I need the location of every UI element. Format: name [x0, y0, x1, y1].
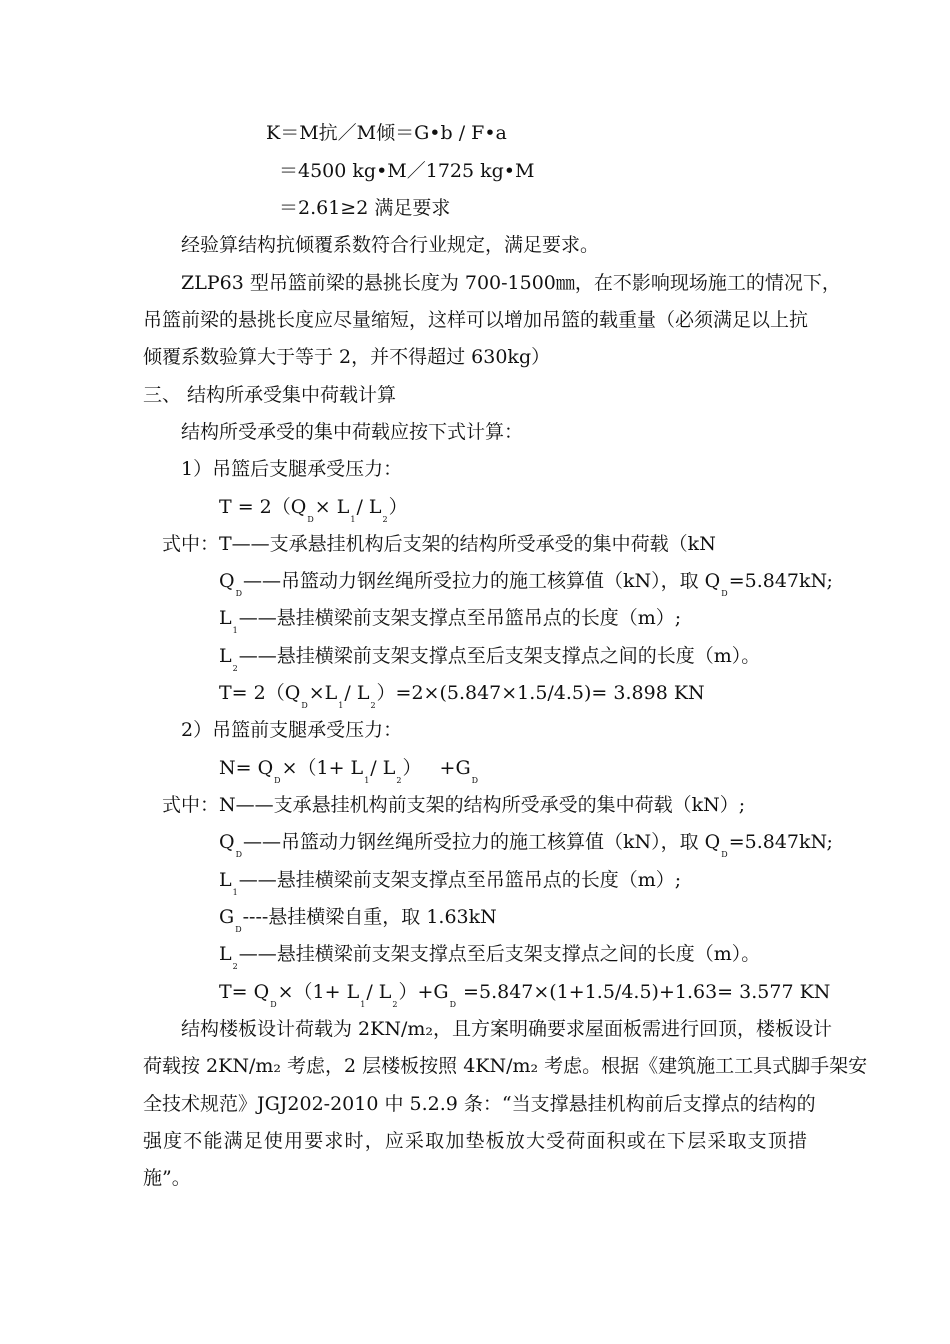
l1-definition-2 [219, 868, 681, 896]
paragraph-2-line-4: 强度不能满足使用要求时，应采取加垫板放大受荷面积或在下层采取支顶措 [143, 1130, 807, 1152]
subscript: 1 [338, 701, 344, 710]
paragraph-1-line-3: 倾覆系数验算大于等于 2，并不得超过 630kg） [143, 346, 551, 368]
formula-part: T= Q [219, 981, 270, 1003]
paragraph-2-line-5: 施”。 [143, 1167, 191, 1189]
formula-part: × L [314, 496, 350, 518]
formula-part: / L [370, 757, 396, 779]
formula-part: / L [366, 981, 392, 1003]
paragraph-2-line-1: 结构楼板设计荷载为 2KN/m₂，且方案明确要求屋面板需进行回顶，楼板设计 [181, 1018, 832, 1040]
subscript: 2 [382, 515, 388, 524]
formula-part: ——悬挂横梁前支架支撑点至后支架支撑点之间的长度（m）。 [238, 943, 761, 965]
formula-part: Q [219, 570, 235, 592]
paragraph-2-line-2: 荷载按 2KN/m₂ 考虑，2 层楼板按照 4KN/m₂ 考虑。根据《建筑施工工具式脚手架安 [143, 1055, 868, 1077]
formula-part: =5.847kN; [728, 570, 833, 592]
formula-part: L [219, 943, 232, 965]
formula-part: =5.847×(1+1.5/4.5)+1.63= 3.577 KN [457, 981, 831, 1003]
where-t-line: 式中：T——支承悬挂机构后支架的结构所受承受的集中荷载（kN [162, 533, 716, 555]
subscript: D [301, 701, 308, 710]
subscript: 2 [392, 1000, 398, 1009]
formula-part: G [219, 906, 235, 928]
subscript: D [235, 589, 242, 598]
intro-line: 结构所受承受的集中荷载应按下式计算： [181, 421, 524, 443]
formula-part: ×（1+ L [281, 757, 364, 779]
n-formula-line [219, 756, 479, 784]
subscript: 1 [232, 888, 238, 897]
paragraph-1-line-2: 吊篮前梁的悬挑长度应尽量缩短，这样可以增加吊篮的载重量（必须满足以上抗 [143, 309, 809, 331]
subscript: D [307, 515, 314, 524]
formula-part: T= 2（Q [219, 682, 301, 704]
subscript: 1 [232, 626, 238, 635]
subscript: 2 [370, 701, 376, 710]
formula-part: N= Q [219, 757, 274, 779]
subscript: 1 [364, 776, 370, 785]
l1-definition-1 [219, 606, 681, 634]
formula-part: ） [388, 496, 408, 518]
conclusion-line: 经验算结构抗倾覆系数符合行业规定，满足要求。 [181, 234, 600, 256]
formula-part: L [219, 645, 232, 667]
l2-definition-2 [219, 942, 760, 970]
formula-part: ）=2×(5.847×1.5/4.5)= 3.898 KN [376, 682, 705, 704]
k-value-line-2: ＝2.61≥2 满足要求 [279, 197, 451, 219]
subscript: 2 [396, 776, 402, 785]
formula-part: ——悬挂横梁前支架支撑点至后支架支撑点之间的长度（m）。 [238, 645, 761, 667]
subscript: 1 [360, 1000, 366, 1009]
formula-part: / L [356, 496, 382, 518]
formula-part: Q [219, 831, 235, 853]
formula-part: ——悬挂横梁前支架支撑点至吊篮吊点的长度（m）; [238, 869, 682, 891]
formula-part: ×（1+ L [277, 981, 360, 1003]
formula-part: L [219, 869, 232, 891]
formula-part: ）+G [398, 981, 449, 1003]
subscript: D [235, 850, 242, 859]
formula-part: =5.847kN; [728, 831, 833, 853]
t-calculation-line [219, 681, 705, 709]
l2-definition-1 [219, 644, 760, 672]
formula-part: T = 2（Q [219, 496, 307, 518]
formula-part: ——悬挂横梁前支架支撑点至吊篮吊点的长度（m）; [238, 607, 682, 629]
qd-definition-1 [219, 569, 833, 597]
formula-part: L [219, 607, 232, 629]
paragraph-2-line-3: 全技术规范》JGJ202-2010 中 5.2.9 条：“当支撑悬挂机构前后支撑点的结构的 [143, 1093, 816, 1115]
subscript: 2 [232, 962, 238, 971]
subscript: D [721, 589, 728, 598]
subscript: 1 [350, 515, 356, 524]
section-3-heading: 三、 结构所承受集中荷载计算 [143, 384, 397, 406]
subscript: 2 [232, 664, 238, 673]
formula-part: ----悬挂横梁自重，取 1.63kN [242, 906, 497, 928]
formula-part: ×L [308, 682, 338, 704]
n-calculation-line [219, 980, 830, 1008]
qd-definition-2 [219, 830, 833, 858]
formula-part: ） +G [402, 757, 471, 779]
subscript: D [449, 1000, 457, 1009]
formula-part: / L [344, 682, 370, 704]
k-value-line-1: ＝4500 kg•M／1725 kg•M [279, 160, 535, 182]
item-1-title: 1）吊篮后支腿承受压力： [181, 458, 403, 480]
k-formula-line: K＝M抗／M倾＝G•b / F•a [266, 122, 507, 144]
formula-part: ——吊篮动力钢丝绳所受拉力的施工核算值（kN），取 Q [243, 831, 721, 853]
where-n-line: 式中：N——支承悬挂机构前支架的结构所受承受的集中荷载（kN）; [162, 794, 746, 816]
subscript: D [721, 850, 728, 859]
subscript: D [471, 776, 479, 785]
gd-definition [219, 905, 497, 933]
formula-part: ——吊篮动力钢丝绳所受拉力的施工核算值（kN），取 Q [243, 570, 721, 592]
subscript: D [235, 925, 242, 934]
t-formula-line [219, 495, 408, 523]
subscript: D [274, 776, 281, 785]
item-2-title: 2）吊篮前支腿承受压力： [181, 719, 403, 741]
subscript: D [270, 1000, 277, 1009]
paragraph-1-line-1: ZLP63 型吊篮前梁的悬挑长度为 700-1500㎜，在不影响现场施工的情况下， [181, 272, 841, 294]
